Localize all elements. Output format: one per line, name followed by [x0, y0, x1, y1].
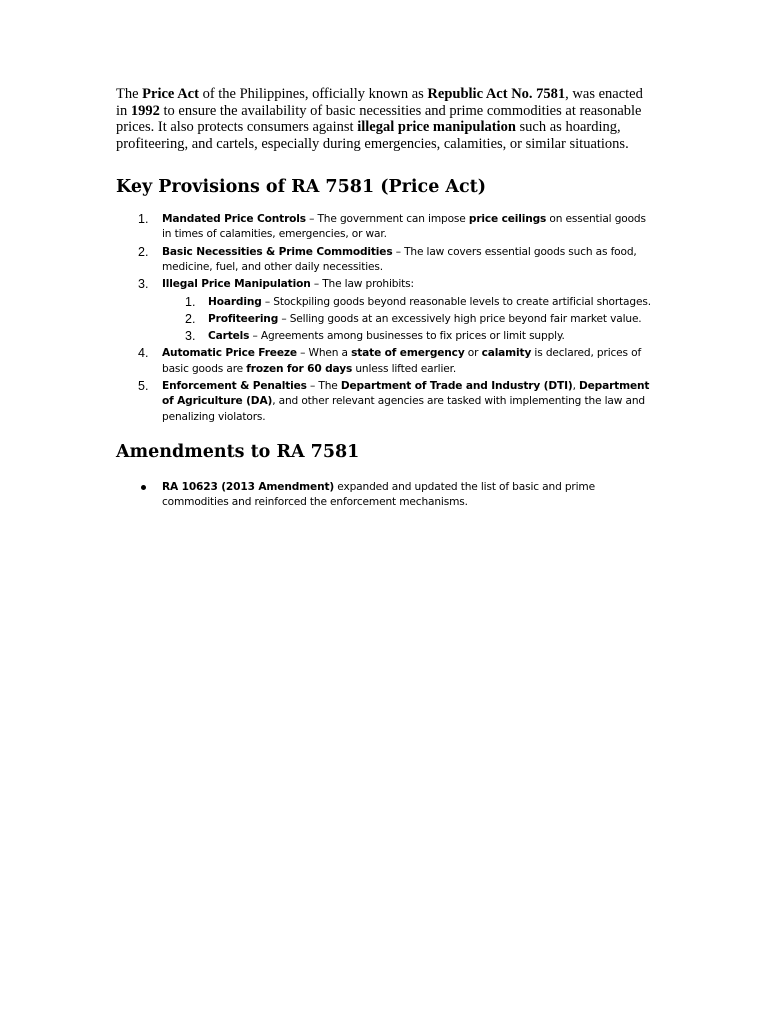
price-act-term: Price Act: [142, 86, 199, 102]
list-item: 2. Basic Necessities & Prime Commodities – The law covers essential goods such as food, medicine, fuel, and other daily necessities.: [138, 244, 637, 274]
heading-key-provisions: Key Provisions of RA 7581 (Price Act): [116, 176, 487, 197]
republic-act-term: Republic Act No. 7581: [427, 86, 566, 102]
intro-paragraph: The Price Act of the Philippines, officially known as Republic Act No. 7581, was enacted in 1992 to ensure the availability of basic necessities and prime commodities at reasonable prices. It also protects consumers against illegal price manipulation such as hoarding, profiteering, and cartels, especially during emergencies, calamities, or similar situations.: [116, 86, 643, 153]
provisions-list: [116, 212, 656, 426]
list-item: 2. Profiteering – Selling goods at an excessively high price beyond fair market value.: [185, 311, 642, 326]
document-page: [116, 86, 656, 511]
list-item: 3. Cartels – Agreements among businesses to fix prices or limit supply.: [185, 328, 565, 343]
year-term: 1992: [130, 102, 160, 119]
list-item: 5. Enforcement & Penalties – The Department of Trade and Industry (DTI), Department of Agriculture (DA), and other relevant agencies are tasked with implementing the law and penalizing violators.: [138, 378, 650, 423]
illegal-price-manipulation-term: illegal price manipulation: [357, 119, 516, 136]
heading-amendments: Amendments to RA 7581: [116, 441, 360, 462]
bullet-icon: [141, 485, 146, 490]
list-item: 4. Automatic Price Freeze – When a state of emergency or calamity is declared, prices of basic goods are frozen for 60 days unless lifted earlier.: [138, 346, 642, 375]
list-item: 1. Hoarding – Stockpiling goods beyond reasonable levels to create artificial shortages.: [185, 294, 651, 309]
list-item: 1. Mandated Price Controls – The government can impose price ceilings on essential goods in times of calamities, emergencies, or war.: [138, 211, 646, 241]
prohibited-acts-list: [162, 295, 656, 345]
list-item: 3. Illegal Price Manipulation – The law prohibits: 1. Hoarding – Stockpiling goods beyond reasonable levels to create artificial shortages. 2. Profiteering – Selling goods at an excessively high price beyond fair market value. 3. Cartels – Agreements among businesses to fix prices or limit supply.: [116, 277, 656, 344]
list-item: RA 10623 (2013 Amendment) expanded and updated the list of basic and prime commodities and reinforced the enforcement mechanisms.: [116, 480, 656, 511]
amendments-list: [116, 480, 656, 511]
